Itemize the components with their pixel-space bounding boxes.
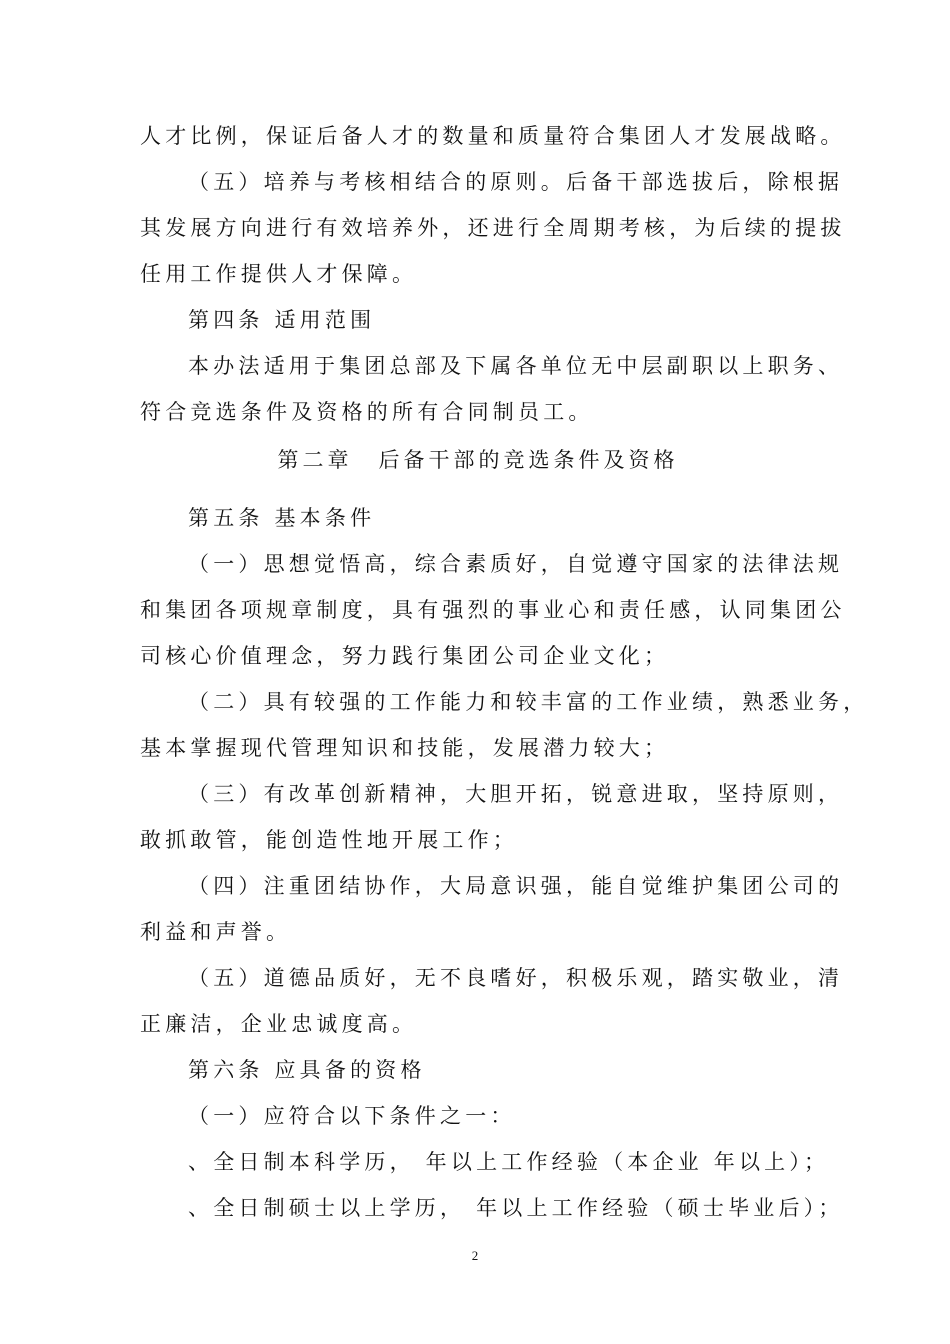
paragraph-line: （五）道德品质好，无不良嗜好，积极乐观，踏实敬业，清 [188,966,844,990]
paragraph-line: （五）培养与考核相结合的原则。后备干部选拔后，除根据 [188,170,844,194]
paragraph-line: 和集团各项规章制度，具有强烈的事业心和责任感，认同集团公 [140,598,846,622]
paragraph-line: 、全日制本科学历， 年以上工作经验（本企业 年以上）； [188,1150,830,1174]
paragraph-line: （三）有改革创新精神，大胆开拓，锐意进取，坚持原则， [188,782,844,806]
paragraph-line: 敢抓敢管，能创造性地开展工作； [140,828,518,852]
paragraph-line: 司核心价值理念，努力践行集团公司企业文化； [140,644,670,668]
paragraph-line: 正廉洁，企业忠诚度高。 [140,1012,418,1036]
paragraph-line: 利益和声誉。 [140,920,292,944]
paragraph-line: 人才比例，保证后备人才的数量和质量符合集团人才发展战略。 [140,124,846,148]
paragraph-line: （二）具有较强的工作能力和较丰富的工作业绩，熟悉业务， [188,690,869,714]
paragraph-line: 基本掌握现代管理知识和技能，发展潜力较大； [140,736,670,760]
paragraph-line: 、全日制硕士以上学历， 年以上工作经验（硕士毕业后）； [188,1196,844,1220]
page-number: 2 [471,1248,479,1263]
chapter-title: 后备干部的竞选条件及资格 [378,448,679,472]
paragraph-line: （四）注重团结协作，大局意识强，能自觉维护集团公司的 [188,874,844,898]
paragraph-line: 任用工作提供人才保障。 [140,262,418,286]
chapter-number: 第二章 [277,448,353,472]
article-heading: 第四条 适用范围 [188,308,376,332]
paragraph-line: 本办法适用于集团总部及下属各单位无中层副职以上职务、 [188,354,844,378]
article-heading: 第六条 应具备的资格 [188,1058,426,1082]
article-heading: 第五条 基本条件 [188,506,376,530]
chapter-heading [140,445,816,475]
paragraph-line: 其发展方向进行有效培养外，还进行全周期考核，为后续的提拔 [140,216,846,240]
paragraph-line: 符合竞选条件及资格的所有合同制员工。 [140,400,594,424]
paragraph-line: （一）应符合以下条件之一： [188,1104,516,1128]
paragraph-line: （一）思想觉悟高，综合素质好，自觉遵守国家的法律法规 [188,552,844,576]
